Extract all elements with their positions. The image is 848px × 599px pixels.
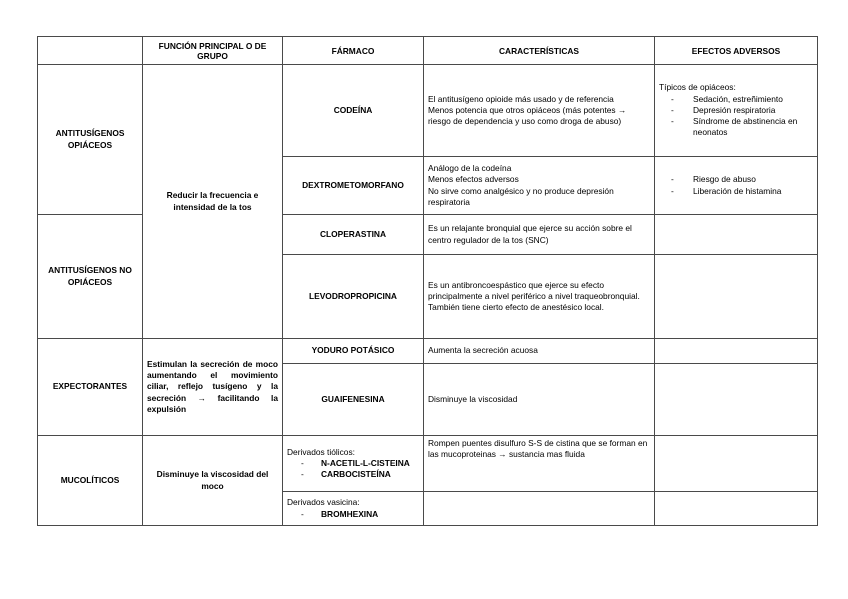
drug-levodropropicina: LEVODROPROPICINA (283, 255, 424, 339)
table-row (38, 65, 818, 157)
drug-list (287, 458, 419, 480)
drug-subgroup-title: Derivados vasicina: (287, 497, 360, 508)
header-drug: FÁRMACO (283, 37, 424, 65)
chars-line: Es un antibroncoespástico que ejerce su efecto principalmente a nivel periférico a nivel traqueobronquial. (428, 279, 640, 301)
chars-line: Análogo de la codeína (428, 163, 512, 174)
adverse-list (659, 94, 813, 139)
chars-line: Menos efectos adversos (428, 174, 519, 185)
adverse-vasicina (655, 492, 818, 526)
group-opiaceos: ANTITUSÍGENOS OPIÁCEOS (38, 65, 143, 215)
chars-levodropropicina (424, 255, 655, 339)
header-adverse-effects: EFECTOS ADVERSOS (655, 37, 818, 65)
chars-line: No sirve como analgésico y no produce depresión respiratoria (428, 185, 614, 207)
chars-line: Aumenta la secreción acuosa (428, 345, 538, 356)
drug-yoduro-potasico: YODURO POTÁSICO (283, 339, 424, 364)
function-antitusigenos: Reducir la frecuencia e intensidad de la tos (143, 65, 283, 339)
drug-tiolicos (283, 436, 424, 492)
drug-cloperastina: CLOPERASTINA (283, 215, 424, 255)
list-item: - CARBOCISTEÍNA (301, 469, 419, 480)
table-row (38, 339, 818, 364)
drug-table (37, 36, 818, 526)
group-expectorantes: EXPECTORANTES (38, 339, 143, 436)
function-mucoliticos: Disminuye la viscosidad del moco (143, 436, 283, 526)
list-item: - Riesgo de abuso (671, 174, 813, 185)
header-row (38, 37, 818, 65)
chars-line: Rompen puentes disulfuro S-S de cistina que se forman en las mucoproteinas → sustancia mas fluida (428, 438, 648, 460)
drug-dextrometorfano: DEXTROMETOMORFANO (283, 157, 424, 215)
chars-line: Es un relajante bronquial que ejerce su acción sobre el centro regulador de la tos (SNC) (428, 223, 632, 245)
chars-line: También tiene cierto efecto de anestésico local. (428, 302, 604, 313)
adverse-cloperastina (655, 215, 818, 255)
adverse-dextrometorfano (655, 157, 818, 215)
adverse-title: Típicos de opiáceos: (659, 82, 736, 93)
list-item: - Sedación, estreñimiento (671, 94, 813, 105)
chars-guaifenesina (424, 364, 655, 436)
chars-cloperastina (424, 215, 655, 255)
adverse-levodropropicina (655, 255, 818, 339)
drug-codeina: CODEÍNA (283, 65, 424, 157)
adverse-list (659, 174, 813, 196)
chars-tiolicos (424, 436, 655, 492)
list-item: - N-ACETIL-L-CISTEINA (301, 458, 419, 469)
drug-list (287, 509, 419, 520)
function-expectorantes: Estimulan la secreción de moco aumentando el movimiento ciliar, reflejo tusígeno y la secreción → facilitando la expulsión (143, 339, 283, 436)
chars-yoduro (424, 339, 655, 364)
group-no-opiaceos: ANTITUSÍGENOS NO OPIÁCEOS (38, 215, 143, 339)
table-row (38, 436, 818, 492)
header-characteristics: CARACTERÍSTICAS (424, 37, 655, 65)
list-item: - Síndrome de abstinencia en neonatos (671, 116, 813, 138)
list-item: - Depresión respiratoria (671, 105, 813, 116)
adverse-tiolicos (655, 436, 818, 492)
adverse-guaifenesina (655, 364, 818, 436)
chars-dextrometorfano (424, 157, 655, 215)
chars-line: El antitusígeno opioide más usado y de referencia (428, 93, 614, 104)
header-empty (38, 37, 143, 65)
chars-line: Disminuye la viscosidad (428, 393, 518, 404)
chars-vasicina (424, 492, 655, 526)
adverse-yoduro (655, 339, 818, 364)
adverse-codeina (655, 65, 818, 157)
drug-guaifenesina: GUAIFENESINA (283, 364, 424, 436)
group-mucoliticos: MUCOLÍTICOS (38, 436, 143, 526)
header-function: FUNCIÓN PRINCIPAL O DE GRUPO (143, 37, 283, 65)
drug-vasicina (283, 492, 424, 526)
drug-subgroup-title: Derivados tiólicos: (287, 446, 355, 457)
chars-codeina (424, 65, 655, 157)
list-item: - BROMHEXINA (301, 509, 419, 520)
list-item: - Liberación de histamina (671, 186, 813, 197)
chars-line: Menos potencia que otros opiáceos (más potentes → riesgo de dependencia y uso como droga de abuso) (428, 104, 627, 127)
